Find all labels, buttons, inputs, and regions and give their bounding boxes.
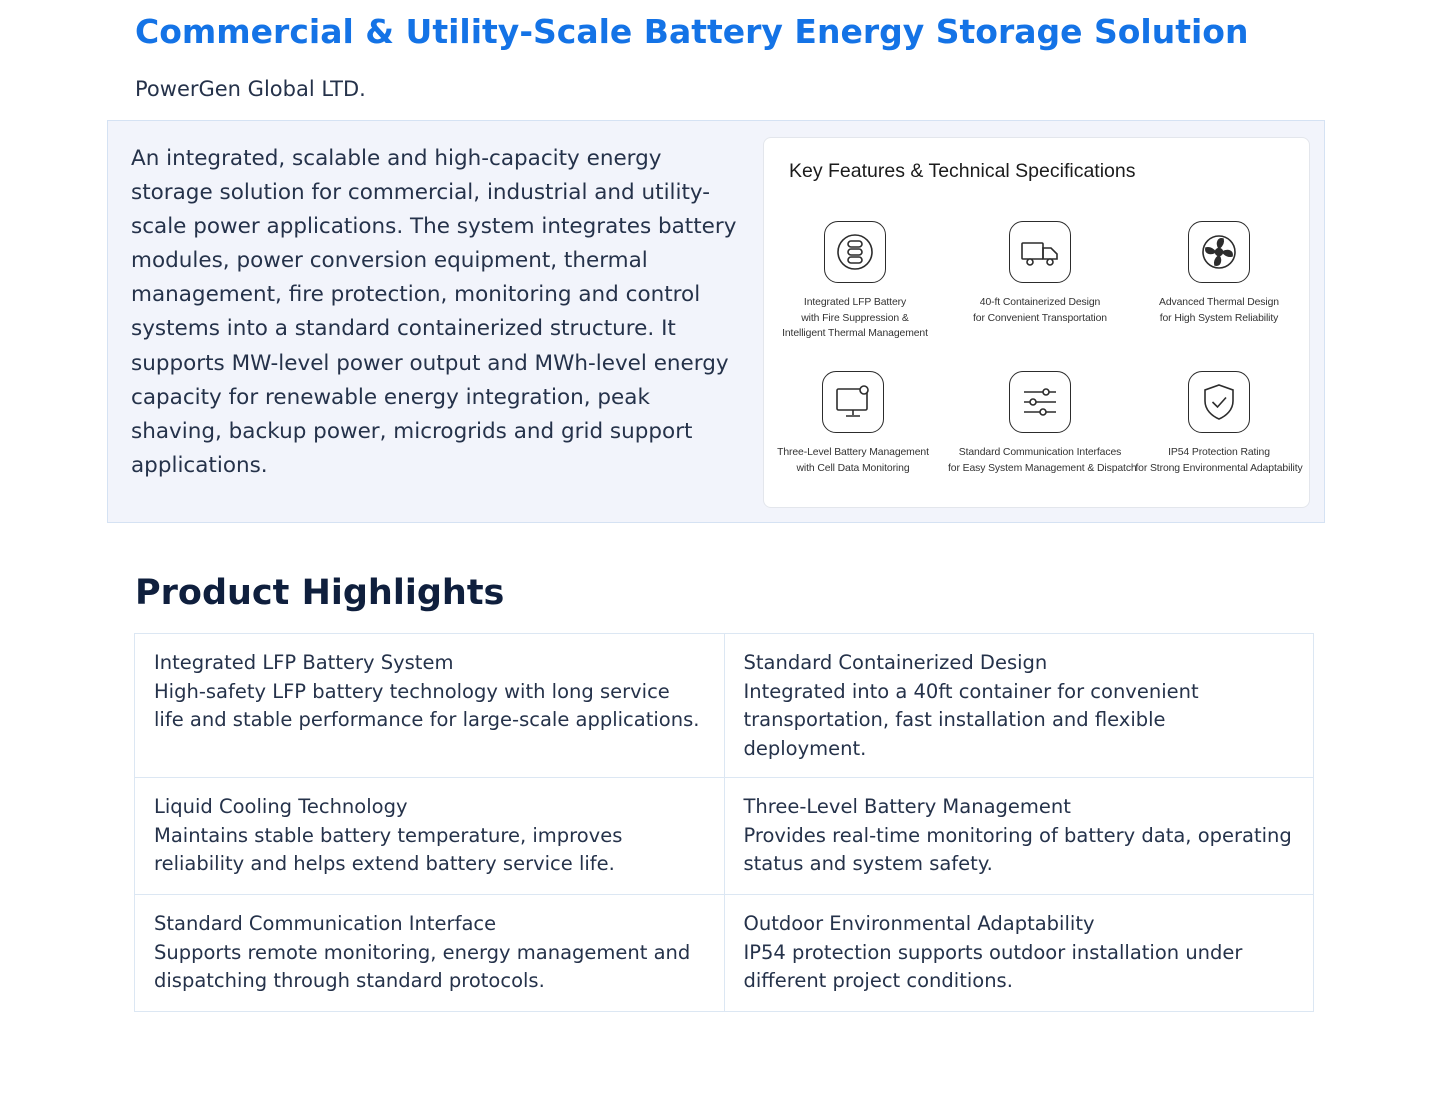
table-row <box>135 778 1314 895</box>
highlight-heading: Standard Containerized Design <box>743 651 1048 674</box>
fan-icon <box>1188 221 1250 283</box>
feature-item-ip54 <box>1127 371 1311 476</box>
highlight-heading: Liquid Cooling Technology <box>154 795 408 818</box>
highlight-text: Maintains stable battery temperature, improves reliability and helps extend battery service life. <box>154 823 623 875</box>
feature-caption: IP54 Protection Rating for Strong Environmental Adaptability <box>1135 447 1303 474</box>
feature-item-thermal <box>1127 221 1311 326</box>
highlight-cell <box>724 634 1314 778</box>
feature-item-lfp-battery <box>763 221 947 342</box>
shield-check-icon <box>1188 371 1250 433</box>
key-features-title: Key Features & Technical Specifications <box>789 160 1136 182</box>
feature-caption: 40-ft Containerized Design for Convenient Transportation <box>973 297 1107 324</box>
highlight-text: Integrated into a 40ft container for convenient transportation, fast installation and flexible deployment. <box>743 679 1199 760</box>
highlights-table <box>134 633 1314 1012</box>
intro-description: An integrated, scalable and high-capacity energy storage solution for commercial, industrial and utility-scale power applications. The system integrates battery modules, power conversion equipment, thermal management, fire protection, monitoring and control systems into a standard containerized structure. It supports MW-level power output and MWh-level energy capacity for renewable energy integration, peak shaving, backup power, microgrids and grid support applications. <box>131 146 737 478</box>
key-features-card <box>763 137 1310 508</box>
highlight-text: Supports remote monitoring, energy management and dispatching through standard protocols. <box>154 940 691 992</box>
table-row <box>135 634 1314 778</box>
table-row <box>135 895 1314 1012</box>
highlight-text: High-safety LFP battery technology with long service life and stable performance for large-scale applications. <box>154 679 700 731</box>
feature-item-bms <box>761 371 945 476</box>
highlight-cell <box>724 895 1314 1012</box>
highlight-cell <box>135 634 725 778</box>
highlight-cell <box>135 778 725 895</box>
section-title-product-highlights: Product Highlights <box>135 573 505 613</box>
sliders-icon <box>1009 371 1071 433</box>
feature-caption: Three-Level Battery Management with Cell Data Monitoring <box>777 447 929 474</box>
highlight-cell <box>724 778 1314 895</box>
feature-item-communication <box>948 371 1137 476</box>
highlight-cell <box>135 895 725 1012</box>
highlight-text: IP54 protection supports outdoor installation under different project conditions. <box>743 940 1243 992</box>
page-title: Commercial & Utility-Scale Battery Energy Storage Solution <box>135 12 1249 51</box>
company-name: PowerGen Global LTD. <box>135 77 366 101</box>
highlight-heading: Integrated LFP Battery System <box>154 651 454 674</box>
feature-item-container <box>948 221 1132 326</box>
highlight-text: Provides real-time monitoring of battery data, operating status and system safety. <box>743 823 1292 875</box>
battery-stack-icon <box>824 221 886 283</box>
intro-panel <box>107 120 1325 523</box>
feature-caption: Standard Communication Interfaces for Easy System Management & Dispatch <box>948 447 1137 474</box>
feature-caption: Integrated LFP Battery with Fire Suppression & Intelligent Thermal Management <box>782 297 928 339</box>
highlight-heading: Three-Level Battery Management <box>743 795 1071 818</box>
highlight-heading: Outdoor Environmental Adaptability <box>743 912 1095 935</box>
truck-icon <box>1009 221 1071 283</box>
feature-caption: Advanced Thermal Design for High System Reliability <box>1159 297 1279 324</box>
monitor-icon <box>822 371 884 433</box>
highlight-heading: Standard Communication Interface <box>154 912 497 935</box>
